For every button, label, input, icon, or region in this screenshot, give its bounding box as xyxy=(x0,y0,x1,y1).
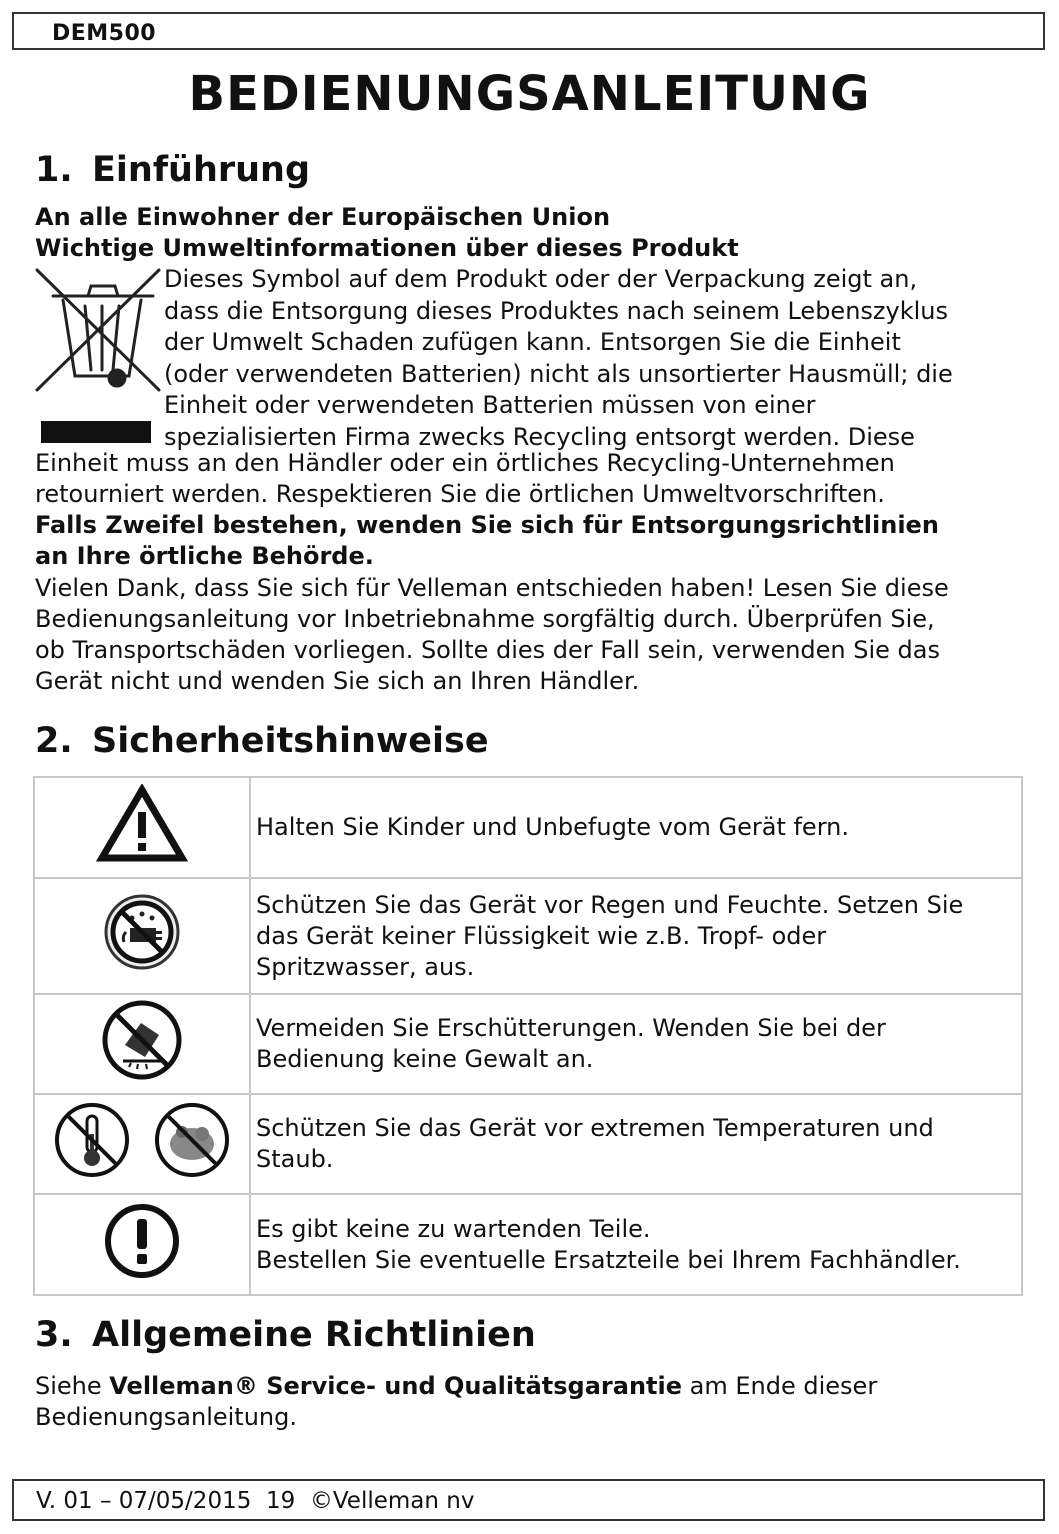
safety-table xyxy=(33,776,1023,1296)
thanks-paragraph xyxy=(35,573,949,697)
text-line: Gerät nicht und wenden Sie sich an Ihren Händler. xyxy=(35,667,640,695)
instruction-line: Es gibt keine zu wartenden Teile. xyxy=(256,1214,651,1243)
text-line: Vielen Dank, dass Sie sich für Velleman entschieden haben! Lesen Sie diese xyxy=(35,574,949,602)
table-row xyxy=(34,1194,1022,1295)
warning-triangle-icon xyxy=(96,784,188,864)
section-number: 2. xyxy=(35,721,73,761)
section-title: Einführung xyxy=(92,150,311,190)
no-shock-icon xyxy=(101,999,183,1081)
exclamation-circle-icon xyxy=(102,1201,182,1281)
instruction-cell xyxy=(250,1194,1022,1295)
weee-line: spezialisierten Firma zwecks Recycling entsorgt werden. Diese xyxy=(164,422,915,451)
text-line: Bedienungsanleitung. xyxy=(35,1403,297,1431)
weee-line: der Umwelt Schaden zufügen kann. Entsorgen Sie die Einheit xyxy=(164,328,901,356)
weee-line: (oder verwendeten Batterien) nicht als unsortierter Hausmüll; die xyxy=(164,359,953,388)
icon-cell xyxy=(34,1194,250,1295)
text-line: Falls Zweifel bestehen, wenden Sie sich für Entsorgungsrichtlinien xyxy=(35,511,939,539)
instruction-line: Schützen Sie das Gerät vor extremen Temperaturen und xyxy=(256,1114,934,1142)
no-rain-moisture-icon xyxy=(102,892,182,972)
table-row xyxy=(34,1094,1022,1194)
text-line: Bedienungsanleitung vor Inbetriebnahme sorgfältig durch. Überprüfen Sie, xyxy=(35,605,935,633)
section-number: 1. xyxy=(35,150,73,190)
weee-paragraph xyxy=(164,264,953,453)
weee-crossed-bin-icon xyxy=(33,266,163,446)
icon-cell xyxy=(34,1094,250,1194)
no-dust-icon xyxy=(152,1100,232,1180)
weee-line: Einheit oder verwendeten Batterien müssen von einer xyxy=(164,391,816,419)
text-span: Siehe xyxy=(35,1372,110,1400)
section-title: Sicherheitshinweise xyxy=(92,721,489,761)
section-heading-3 xyxy=(35,1315,536,1355)
icon-cell xyxy=(34,878,250,994)
instruction-cell xyxy=(250,1094,1022,1194)
section-title: Allgemeine Richtlinien xyxy=(92,1315,536,1355)
instruction-cell xyxy=(250,878,1022,994)
authority-notice xyxy=(35,510,939,572)
icon-cell xyxy=(34,994,250,1094)
instruction-line: Spritzwasser, aus. xyxy=(256,952,475,981)
instruction-line: Halten Sie Kinder und Unbefugte vom Gerät fern. xyxy=(256,813,849,841)
footer-text: V. 01 – 07/05/2015 19 ©Velleman nv xyxy=(36,1488,475,1514)
instruction-line: Schützen Sie das Gerät vor Regen und Feuchte. Setzen Sie xyxy=(256,890,964,919)
text-span: am Ende dieser xyxy=(682,1372,878,1400)
instruction-cell xyxy=(250,777,1022,878)
instruction-cell xyxy=(250,994,1022,1094)
weee-continuation xyxy=(35,448,895,510)
guarantee-reference: Velleman® Service- und Qualitätsgarantie xyxy=(109,1372,683,1400)
table-row xyxy=(34,777,1022,878)
model-label: DEM500 xyxy=(52,21,157,46)
no-temperature-icon xyxy=(52,1100,132,1180)
instruction-line: Vermeiden Sie Erschütterungen. Wenden Sie bei der xyxy=(256,1014,886,1042)
page-title: BEDIENUNGSANLEITUNG xyxy=(188,66,871,122)
instruction-line: Bedienung keine Gewalt an. xyxy=(256,1045,594,1073)
icon-cell xyxy=(34,777,250,878)
header-box xyxy=(12,12,1045,50)
table-row xyxy=(34,878,1022,994)
environment-info-heading: Wichtige Umweltinformationen über dieses Produkt xyxy=(35,234,739,262)
text-line: retourniert werden. Respektieren Sie die örtlichen Umweltvorschriften. xyxy=(35,480,885,508)
section-heading-2 xyxy=(35,721,489,761)
text-line: Einheit muss an den Händler oder ein örtliches Recycling-Unternehmen xyxy=(35,449,895,477)
section-heading-1 xyxy=(35,150,310,190)
instruction-line: Bestellen Sie eventuelle Ersatzteile bei Ihrem Fachhändler. xyxy=(256,1245,961,1274)
text-line: an Ihre örtliche Behörde. xyxy=(35,542,374,570)
footer-box xyxy=(12,1479,1045,1521)
eu-residents-heading: An alle Einwohner der Europäischen Union xyxy=(35,203,611,231)
weee-line: Dieses Symbol auf dem Produkt oder der Verpackung zeigt an, xyxy=(164,265,918,293)
section-number: 3. xyxy=(35,1315,73,1355)
text-line xyxy=(35,1371,877,1402)
weee-line: dass die Entsorgung dieses Produktes nach seinem Lebenszyklus xyxy=(164,296,948,325)
text-line: ob Transportschäden vorliegen. Sollte dies der Fall sein, verwenden Sie das xyxy=(35,636,941,664)
instruction-line: Staub. xyxy=(256,1145,334,1173)
table-row xyxy=(34,994,1022,1094)
instruction-line: das Gerät keiner Flüssigkeit wie z.B. Tropf- oder xyxy=(256,921,827,950)
guarantee-paragraph xyxy=(35,1371,877,1433)
